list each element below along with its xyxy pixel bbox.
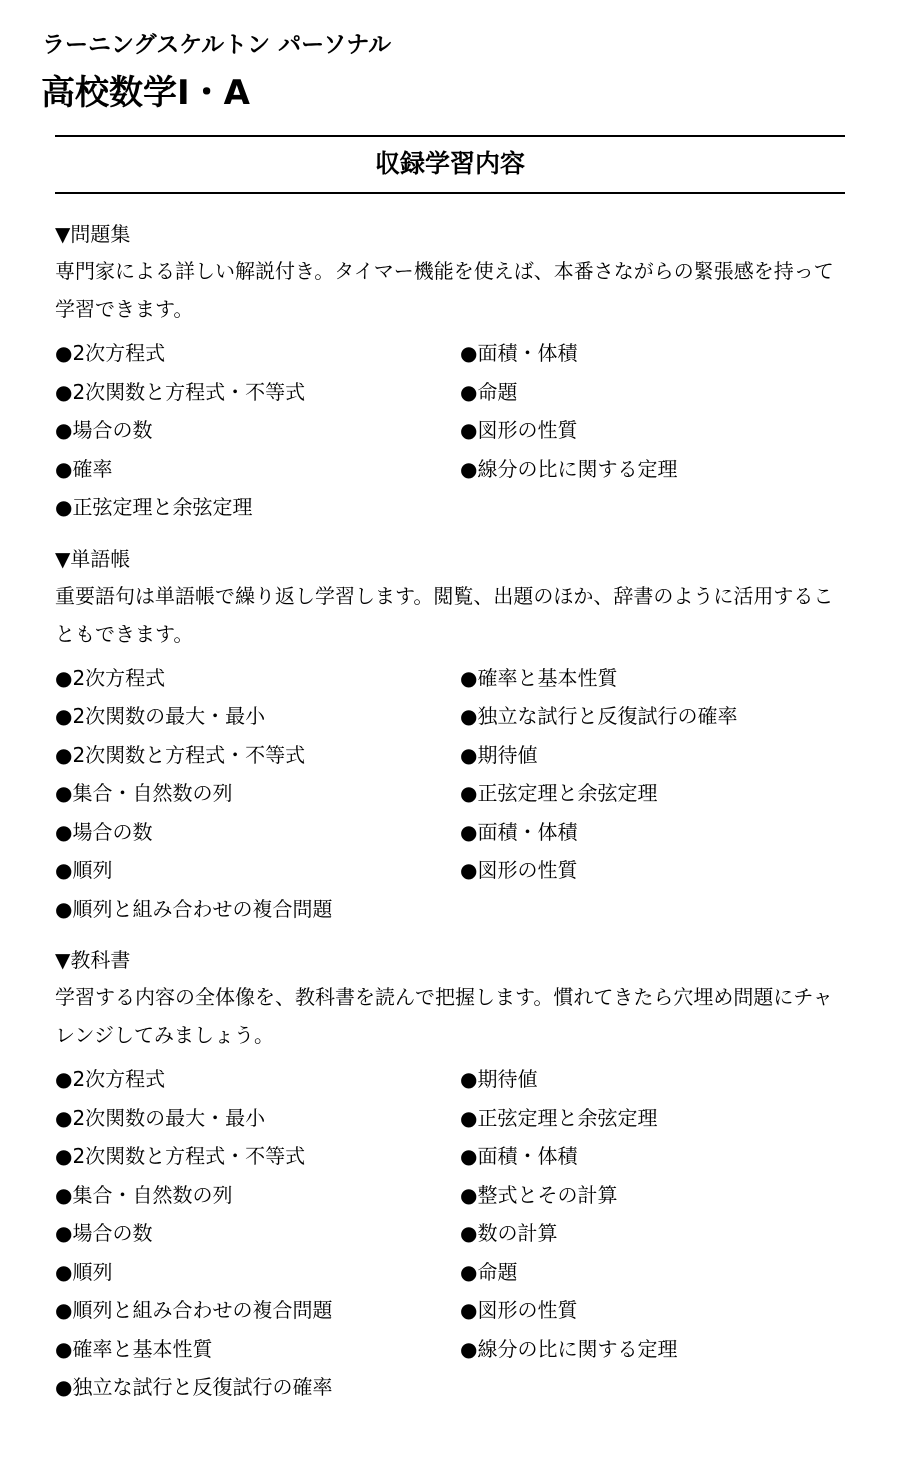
list-item: ●面積・体積 — [460, 341, 578, 365]
list-item: ●正弦定理と余弦定理 — [460, 1105, 658, 1130]
list-item: ●命題 — [460, 379, 518, 404]
contents-body — [55, 216, 845, 1407]
list-item: ●2次方程式 — [55, 341, 166, 365]
list-item: ●2次関数と方程式・不等式 — [55, 1144, 306, 1168]
list-item: ●順列と組み合わせの複合問題 — [55, 1298, 333, 1322]
list-item: ●順列 — [55, 1259, 113, 1284]
list-item: ●図形の性質 — [460, 418, 578, 442]
content-list — [55, 659, 845, 929]
list-item: ●数の計算 — [460, 1221, 558, 1245]
vocabulary-section — [55, 541, 845, 929]
list-item — [460, 1368, 845, 1407]
bottom-divider — [55, 192, 845, 194]
section-description: 重要語句は単語帳で繰り返し学習します。閲覧、出題のほか、辞書のように活用することもできます。 — [55, 583, 834, 646]
list-item: ●場合の数 — [55, 819, 153, 844]
list-item: ●整式とその計算 — [460, 1182, 618, 1207]
list-item: ●期待値 — [460, 1067, 538, 1091]
contents-heading: 収録学習内容 — [374, 149, 525, 178]
section-description: 専門家による詳しい解説付き。タイマー機能を使えば、本番さながらの緊張感を持って学習できます。 — [55, 259, 834, 321]
top-divider — [55, 135, 845, 137]
section-title: ▼教科書 — [55, 948, 131, 972]
list-item: ●面積・体積 — [460, 1144, 578, 1168]
list-item: ●図形の性質 — [460, 858, 578, 882]
list-item: ●場合の数 — [55, 418, 153, 442]
list-item: ●確率と基本性質 — [460, 665, 618, 690]
list-item: ●順列と組み合わせの複合問題 — [55, 896, 333, 921]
list-item: ●場合の数 — [55, 1221, 153, 1245]
list-item: ●正弦定理と余弦定理 — [460, 781, 658, 805]
list-item: ●集合・自然数の列 — [55, 781, 233, 805]
list-item: ●確率と基本性質 — [55, 1336, 213, 1361]
list-item: ●集合・自然数の列 — [55, 1182, 233, 1207]
list-item: ●2次関数と方程式・不等式 — [55, 379, 306, 404]
section-title: ▼問題集 — [55, 222, 131, 246]
list-item: ●期待値 — [460, 742, 538, 767]
content-list — [55, 1060, 845, 1407]
list-item: ●2次方程式 — [55, 665, 166, 690]
list-item: ●線分の比に関する定理 — [460, 456, 678, 481]
list-item: ●独立な試行と反復試行の確率 — [460, 704, 738, 728]
list-item: ●確率 — [55, 456, 113, 481]
list-item — [460, 488, 845, 527]
content-list — [55, 334, 845, 527]
product-title: 高校数学Ⅰ・A — [41, 73, 250, 113]
series-name: ラーニングスケルトン パーソナル — [42, 32, 392, 58]
section-description: 学習する内容の全体像を、教科書を読んで把握します。慣れてきたら穴埋め問題にチャレンジしてみましょう。 — [55, 985, 833, 1047]
problem-set-section — [55, 216, 845, 527]
list-item: ●面積・体積 — [460, 819, 578, 844]
list-item: ●線分の比に関する定理 — [460, 1336, 678, 1361]
textbook-section — [55, 942, 845, 1407]
list-item: ●2次関数と方程式・不等式 — [55, 742, 306, 767]
list-item: ●2次方程式 — [55, 1067, 166, 1091]
section-title: ▼単語帳 — [55, 546, 131, 571]
list-item: ●命題 — [460, 1259, 518, 1284]
list-item: ●2次関数の最大・最小 — [55, 1105, 266, 1130]
list-item — [460, 890, 845, 929]
list-item: ●正弦定理と余弦定理 — [55, 495, 253, 519]
list-item: ●独立な試行と反復試行の確率 — [55, 1375, 333, 1399]
list-item: ●図形の性質 — [460, 1298, 578, 1322]
list-item: ●2次関数の最大・最小 — [55, 704, 266, 728]
list-item: ●順列 — [55, 858, 113, 882]
